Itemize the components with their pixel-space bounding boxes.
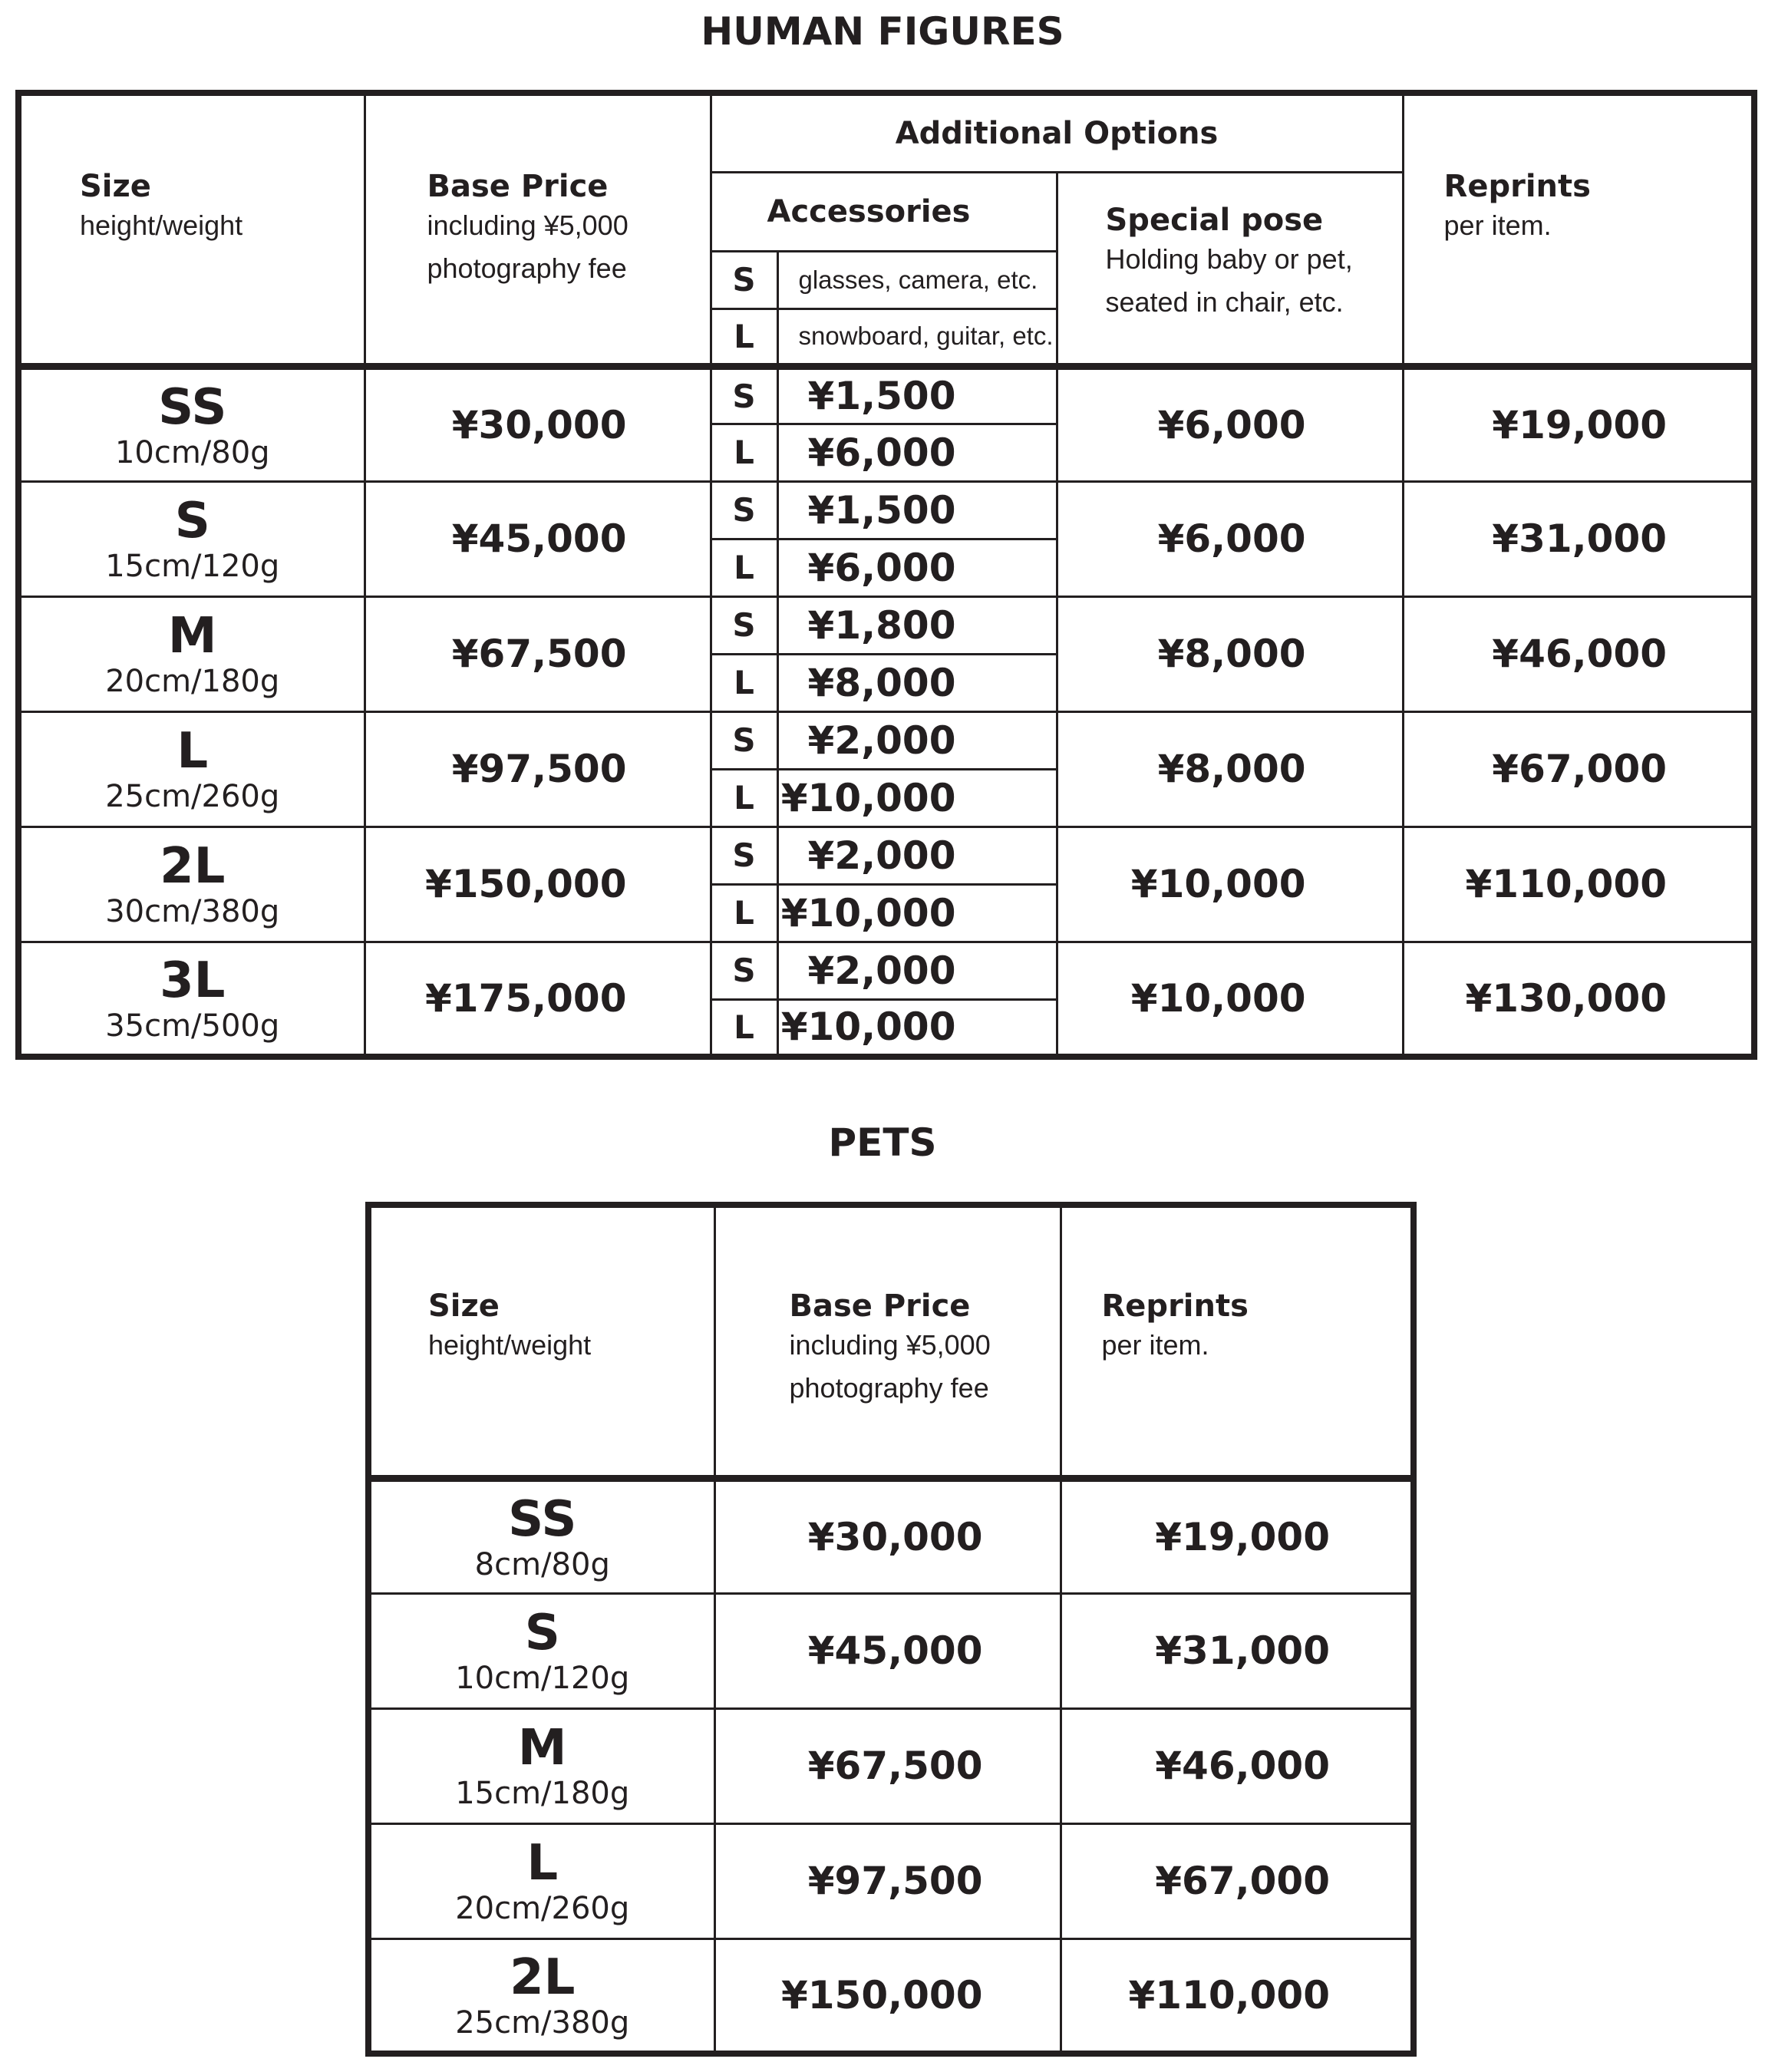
size-cell [18, 366, 365, 481]
size-dimensions: 20cm/180g [105, 664, 280, 699]
size-code: M [167, 608, 217, 665]
pets-header-size [368, 1205, 714, 1478]
size-dimensions: 15cm/120g [105, 549, 280, 584]
table-row [368, 1478, 1414, 1593]
table-row [18, 596, 1754, 654]
size-dimensions: 25cm/380g [455, 2004, 630, 2041]
pets-header-reprints-sub: per item. [1101, 1329, 1209, 1361]
base-price-cell: ¥97,500 [365, 711, 711, 826]
pets-price-table [365, 1202, 1417, 2057]
size-cell [18, 826, 365, 942]
header-size [18, 93, 365, 366]
acc-l-label: L [711, 884, 777, 942]
table-row [18, 826, 1754, 884]
acc-s-price-cell: ¥2,000 [777, 826, 1057, 884]
size-dimensions: 30cm/380g [105, 894, 280, 929]
size-cell [368, 1823, 714, 1938]
table-row [368, 1823, 1414, 1938]
acc-s-price-cell: ¥1,500 [777, 481, 1057, 539]
reprint-price-cell: ¥67,000 [1403, 711, 1754, 826]
size-cell [368, 1593, 714, 1708]
reprint-price-cell: ¥46,000 [1403, 596, 1754, 711]
header-base-price [365, 93, 711, 366]
reprint-price-cell: ¥19,000 [1403, 366, 1754, 481]
special-pose-price-cell: ¥10,000 [1057, 942, 1403, 1057]
header-reprints-sub: per item. [1443, 210, 1552, 241]
base-price-cell: ¥67,500 [365, 596, 711, 711]
table-row [18, 942, 1754, 999]
size-code: L [176, 723, 209, 780]
acc-l-label: L [711, 999, 777, 1057]
acc-s-label: S [711, 826, 777, 884]
header-size-sub: height/weight [80, 210, 243, 241]
acc-l-label: L [711, 769, 777, 826]
header-special-pose-label: Special pose [1105, 202, 1324, 238]
acc-s-label: S [711, 366, 777, 424]
pets-header-reprints-label: Reprints [1101, 1288, 1249, 1324]
pets-title: PETS [828, 1120, 937, 1165]
acc-l-price-cell: ¥10,000 [777, 884, 1057, 942]
acc-s-label: S [711, 711, 777, 769]
size-dimensions: 25cm/260g [105, 779, 280, 814]
header-acc-s-desc: glasses, camera, etc. [777, 251, 1057, 308]
header-reprints [1403, 93, 1754, 366]
header-special-pose-sub1: Holding baby or pet, [1105, 243, 1353, 275]
acc-s-price-cell: ¥2,000 [777, 942, 1057, 999]
header-acc-l-desc: snowboard, guitar, etc. [777, 308, 1057, 366]
human-figures-title: HUMAN FIGURES [701, 9, 1064, 54]
size-code: L [526, 1835, 559, 1892]
acc-l-price-cell: ¥8,000 [777, 654, 1057, 711]
acc-l-price-cell: ¥6,000 [777, 539, 1057, 596]
reprint-price-cell: ¥19,000 [1061, 1478, 1414, 1593]
acc-s-price-cell: ¥1,500 [777, 366, 1057, 424]
size-code: 2L [160, 838, 226, 895]
size-dimensions: 35cm/500g [105, 1008, 280, 1044]
reprint-price-cell: ¥31,000 [1403, 481, 1754, 596]
acc-s-price-cell: ¥2,000 [777, 711, 1057, 769]
base-price-cell: ¥150,000 [714, 1938, 1061, 2054]
acc-l-label: L [711, 654, 777, 711]
size-code: 2L [510, 1948, 576, 2006]
base-price-cell: ¥30,000 [365, 366, 711, 481]
base-price-cell: ¥67,500 [714, 1708, 1061, 1823]
table-row [18, 366, 1754, 424]
pets-header-size-label: Size [428, 1288, 500, 1324]
header-special-pose [1057, 172, 1403, 366]
reprint-price-cell: ¥110,000 [1061, 1938, 1414, 2054]
acc-l-price-cell: ¥10,000 [777, 769, 1057, 826]
size-code: SS [508, 1490, 577, 1548]
human-figures-price-table [15, 90, 1757, 1060]
acc-s-price-cell: ¥1,800 [777, 596, 1057, 654]
header-size-label: Size [80, 169, 151, 204]
acc-l-label: L [711, 539, 777, 596]
size-code: SS [158, 378, 227, 436]
header-acc-s-label: S [711, 251, 777, 308]
special-pose-price-cell: ¥6,000 [1057, 366, 1403, 481]
size-code: S [174, 493, 210, 549]
pets-header-reprints [1061, 1205, 1414, 1478]
reprint-price-cell: ¥67,000 [1061, 1823, 1414, 1938]
pets-header-base-price-label: Base Price [789, 1288, 971, 1324]
table-row [18, 711, 1754, 769]
special-pose-price-cell: ¥8,000 [1057, 711, 1403, 826]
special-pose-price-cell: ¥6,000 [1057, 481, 1403, 596]
header-additional-options: Additional Options [711, 93, 1403, 172]
base-price-cell: ¥97,500 [714, 1823, 1061, 1938]
size-cell [18, 711, 365, 826]
acc-s-label: S [711, 481, 777, 539]
acc-s-label: S [711, 942, 777, 999]
base-price-cell: ¥175,000 [365, 942, 711, 1057]
table-row [368, 1938, 1414, 2054]
acc-l-price-cell: ¥10,000 [777, 999, 1057, 1057]
table-row [368, 1593, 1414, 1708]
size-dimensions: 15cm/180g [455, 1776, 630, 1811]
reprint-price-cell: ¥31,000 [1061, 1593, 1414, 1708]
special-pose-price-cell: ¥8,000 [1057, 596, 1403, 711]
acc-l-label: L [711, 424, 777, 481]
size-dimensions: 10cm/120g [455, 1661, 630, 1696]
reprint-price-cell: ¥130,000 [1403, 942, 1754, 1057]
size-cell [18, 481, 365, 596]
base-price-cell: ¥45,000 [365, 481, 711, 596]
size-dimensions: 8cm/80g [474, 1546, 610, 1582]
size-code: S [524, 1605, 560, 1661]
size-code: 3L [160, 952, 226, 1009]
pets-header-size-sub: height/weight [428, 1329, 592, 1361]
reprint-price-cell: ¥46,000 [1061, 1708, 1414, 1823]
header-reprints-label: Reprints [1443, 169, 1591, 204]
size-dimensions: 10cm/80g [114, 434, 270, 470]
size-cell [18, 942, 365, 1057]
pets-header-base-price [714, 1205, 1061, 1478]
table-row [368, 1708, 1414, 1823]
special-pose-price-cell: ¥10,000 [1057, 826, 1403, 942]
base-price-cell: ¥30,000 [714, 1478, 1061, 1593]
header-accessories: Accessories [711, 172, 1057, 251]
acc-s-label: S [711, 596, 777, 654]
header-base-price-label: Base Price [427, 169, 609, 204]
pets-header-base-price-sub1: including ¥5,000 [789, 1329, 991, 1361]
header-base-price-sub1: including ¥5,000 [427, 210, 628, 241]
base-price-cell: ¥45,000 [714, 1593, 1061, 1708]
size-cell [18, 596, 365, 711]
size-code: M [517, 1720, 567, 1777]
header-acc-l-label: L [711, 308, 777, 366]
size-cell [368, 1478, 714, 1593]
acc-l-price-cell: ¥6,000 [777, 424, 1057, 481]
header-base-price-sub2: photography fee [427, 252, 627, 284]
reprint-price-cell: ¥110,000 [1403, 826, 1754, 942]
size-dimensions: 20cm/260g [455, 1891, 630, 1926]
base-price-cell: ¥150,000 [365, 826, 711, 942]
pets-header-base-price-sub2: photography fee [789, 1372, 989, 1404]
size-cell [368, 1938, 714, 2054]
header-special-pose-sub2: seated in chair, etc. [1105, 285, 1344, 318]
size-cell [368, 1708, 714, 1823]
table-row [18, 481, 1754, 539]
